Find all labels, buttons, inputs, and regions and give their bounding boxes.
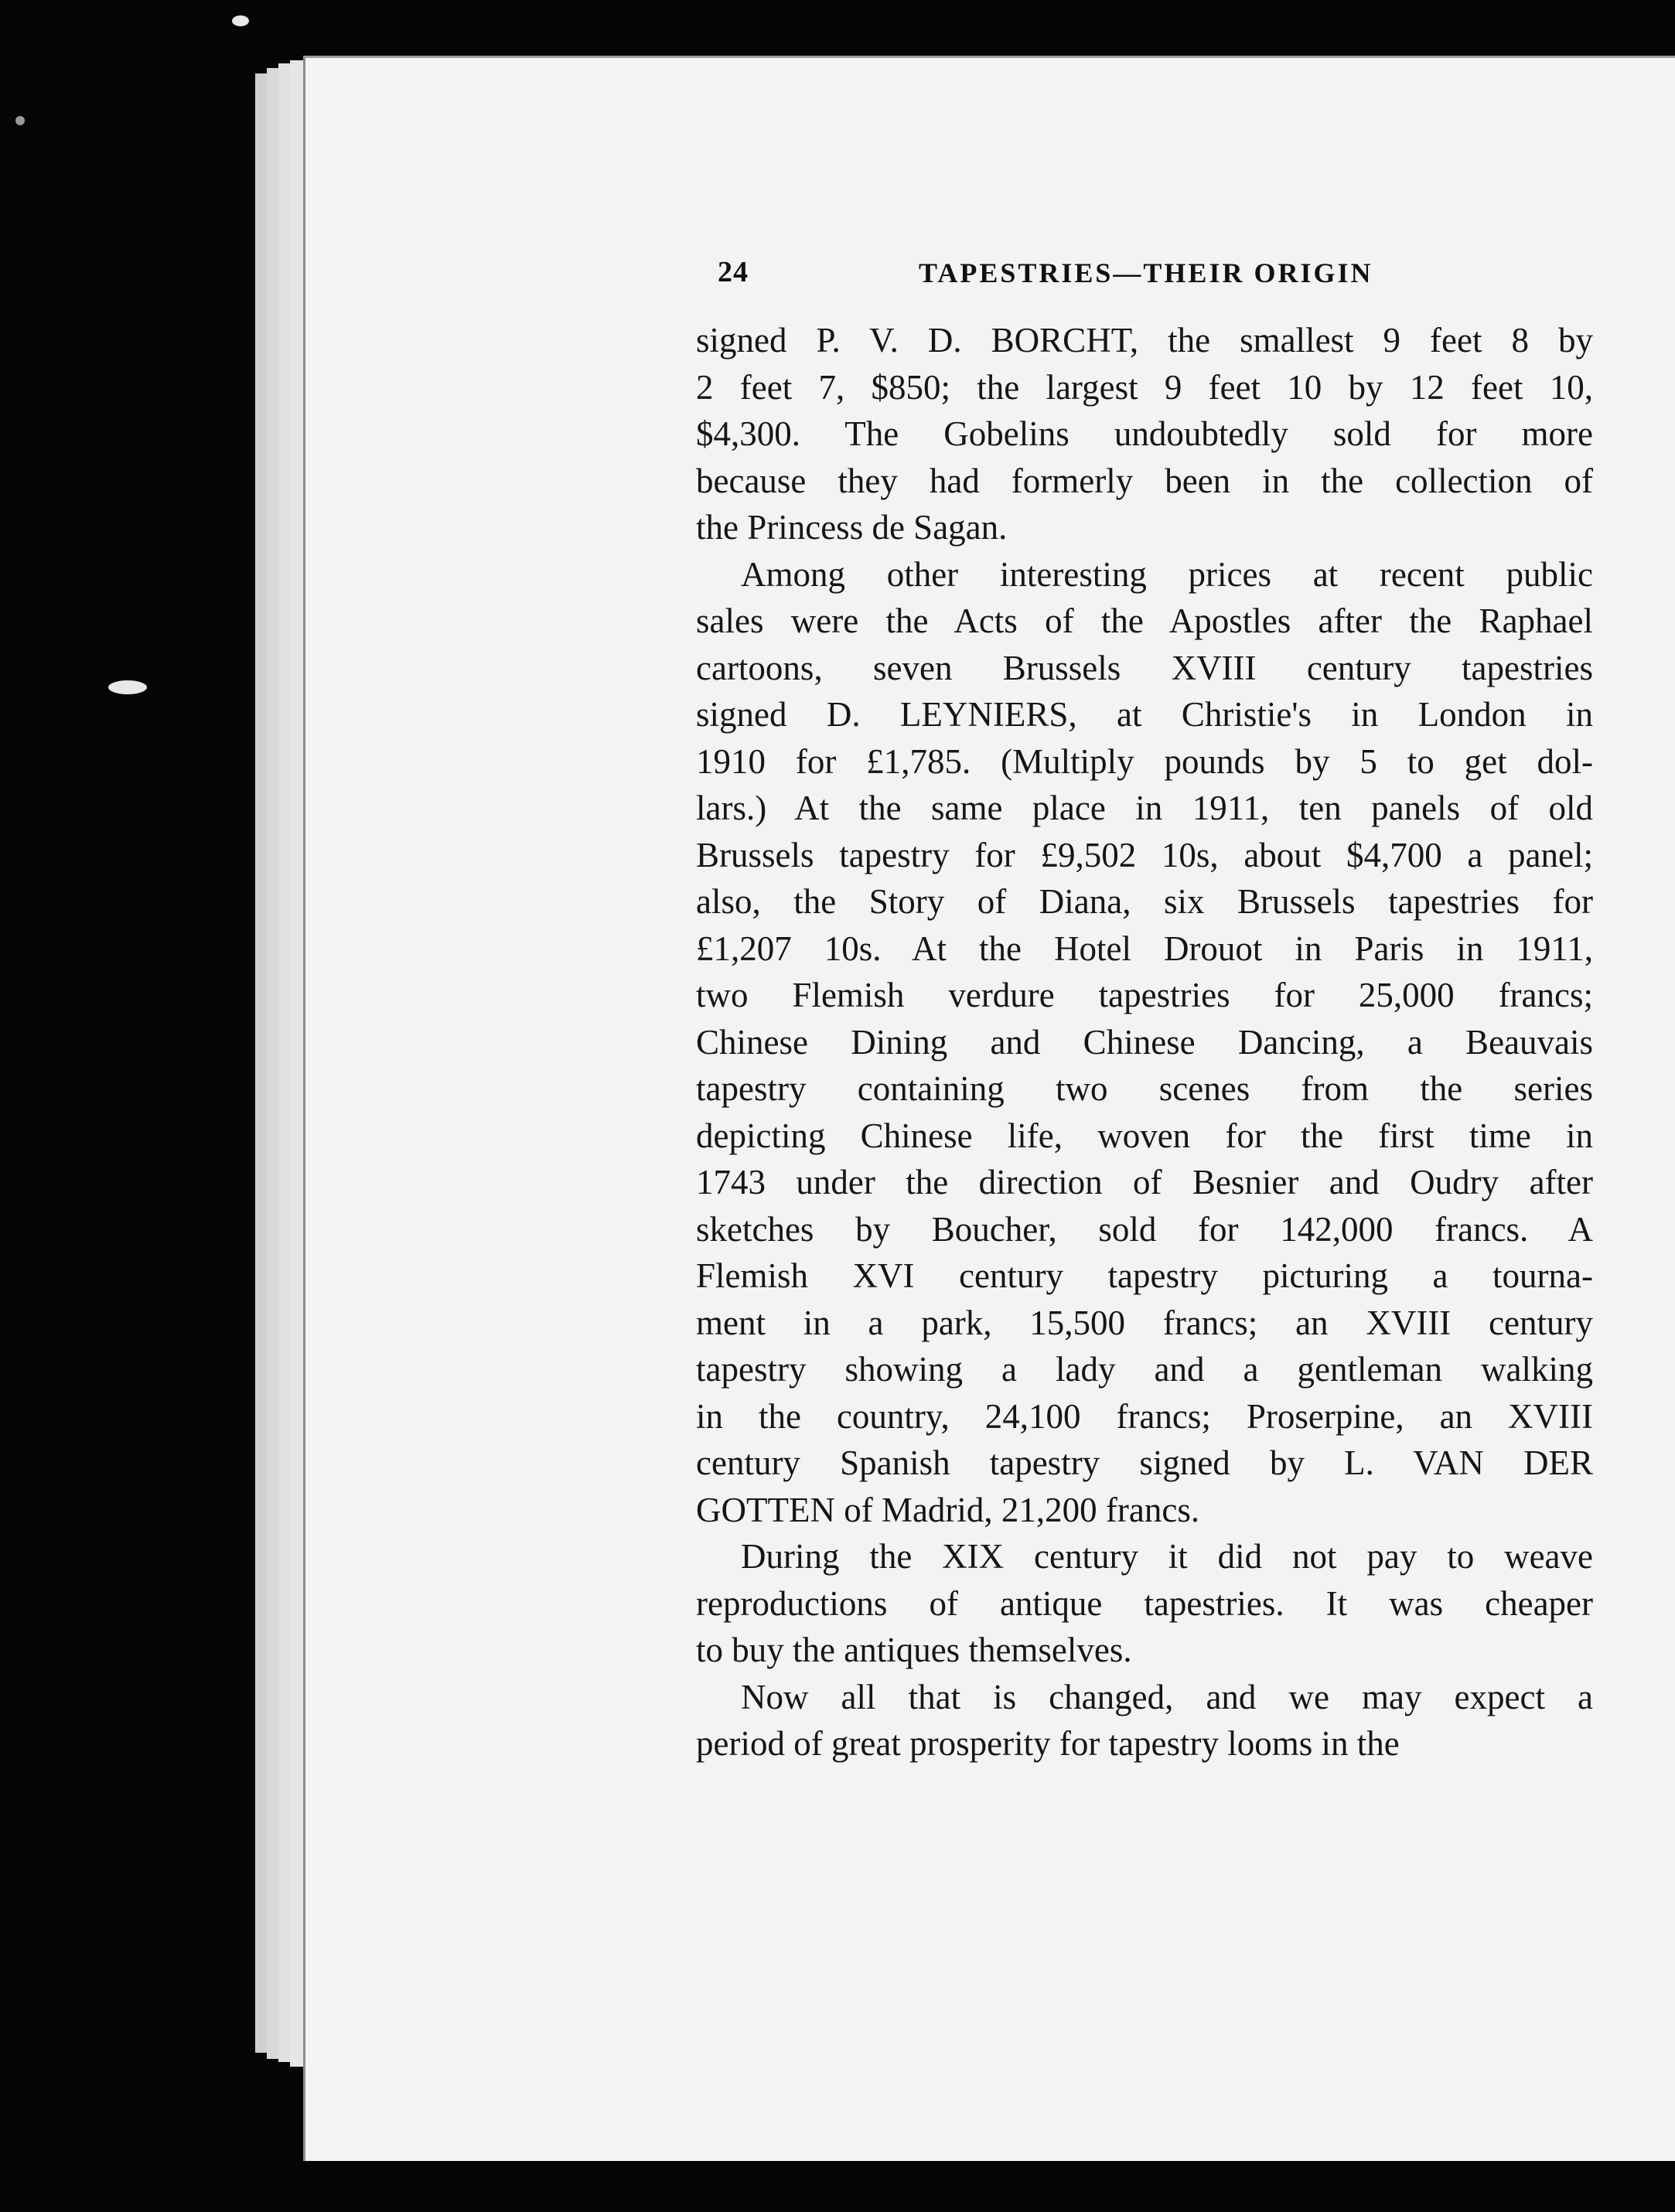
text-line: 1910 for £1,785. (Multiply pounds by 5 to get dol- [696, 741, 1593, 781]
running-title: TAPESTRIES—THEIR ORIGIN [919, 257, 1373, 288]
text-line: the Princess de Sagan. [696, 508, 1008, 547]
text-line: sales were the Acts of the Apostles after the Raphael [696, 602, 1593, 640]
text-line: GOTTEN of Madrid, 21,200 francs. [696, 1490, 1200, 1529]
paragraph [696, 1533, 1593, 1674]
text-line: depicting Chinese life, woven for the first time in [696, 1116, 1593, 1155]
text-line: Chinese Dining and Chinese Dancing, a Beauvais [696, 1022, 1593, 1062]
text-line: because they had formerly been in the collection of [696, 461, 1593, 500]
text-line: to buy the antiques themselves. [696, 1631, 1132, 1669]
paragraph [696, 1674, 1593, 1767]
scan-speck [232, 15, 249, 26]
text-line: During the XIX century it did not pay to weave [741, 1537, 1593, 1576]
text-line: century Spanish tapestry signed by L. VAN DER [696, 1443, 1593, 1482]
text-line: sketches by Boucher, sold for 142,000 francs. A [696, 1209, 1593, 1249]
text-line: lars.) At the same place in 1911, ten panels of old [696, 789, 1593, 827]
paragraph [696, 551, 1593, 1534]
paragraph [696, 317, 1593, 551]
text-line: 1743 under the direction of Besnier and Oudry after [696, 1163, 1593, 1201]
text-line: Brussels tapestry for £9,502 10s, about $4,700 a panel; [696, 835, 1593, 874]
text-line: two Flemish verdure tapestries for 25,000 francs; [696, 976, 1593, 1014]
text-line: in the country, 24,100 francs; Proserpine, an XVIII [696, 1396, 1593, 1436]
text-line: $4,300. The Gobelins undoubtedly sold for more [696, 414, 1593, 453]
text-line: reproductions of antique tapestries. It was cheaper [696, 1583, 1593, 1623]
text-line: also, the Story of Diana, six Brussels tapestries for [696, 882, 1593, 921]
text-line: signed P. V. D. BORCHT, the smallest 9 feet 8 by [696, 321, 1593, 360]
scan-speck [15, 116, 25, 125]
text-line: tapestry containing two scenes from the series [696, 1069, 1593, 1108]
running-head [718, 255, 1568, 302]
text-line: £1,207 10s. At the Hotel Drouot in Paris in 1911, [696, 929, 1593, 968]
text-line: period of great prosperity for tapestry looms in the [696, 1724, 1400, 1763]
text-line: Flemish XVI century tapestry picturing a tourna- [696, 1256, 1593, 1295]
text-line: Among other interesting prices at recent public [741, 554, 1593, 594]
page-number: 24 [718, 256, 749, 288]
text-line: ment in a park, 15,500 francs; an XVIII century [696, 1303, 1593, 1342]
text-line: tapestry showing a lady and a gentleman walking [696, 1350, 1593, 1389]
text-line: 2 feet 7, $850; the largest 9 feet 10 by 12 feet 10, [696, 367, 1593, 407]
text-line: Now all that is changed, and we may expect a [741, 1677, 1593, 1716]
body-text [696, 317, 1593, 1767]
scan-speck [108, 680, 147, 694]
text-line: signed D. LEYNIERS, at Christie's in London in [696, 695, 1593, 734]
text-line: cartoons, seven Brussels XVIII century tapestries [696, 648, 1593, 687]
